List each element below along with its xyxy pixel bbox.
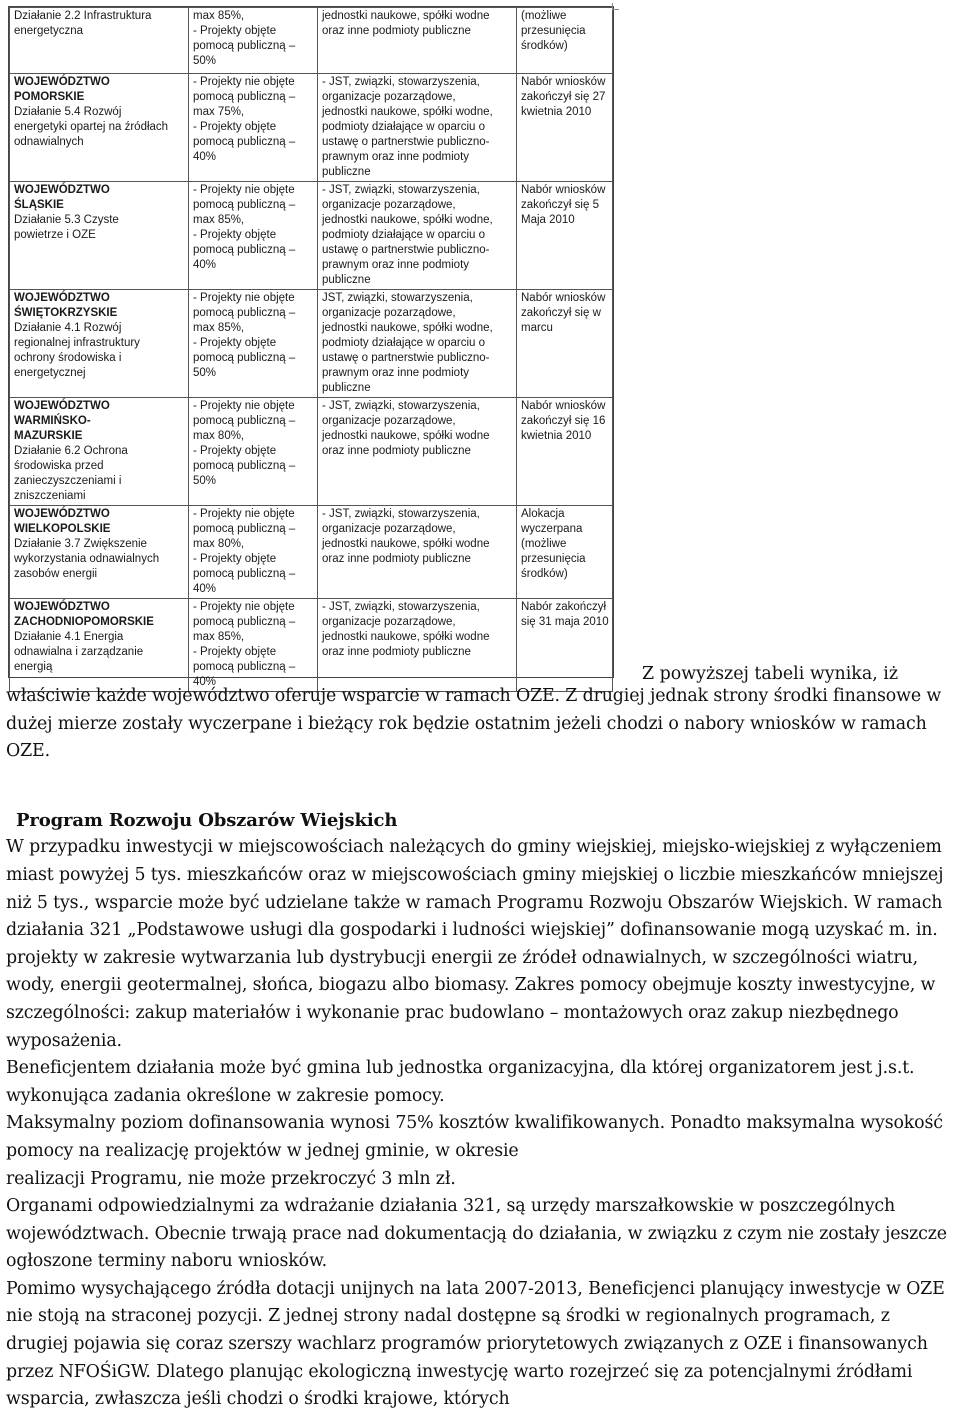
cell-line: Maja 2010 bbox=[521, 214, 575, 226]
cell-line: pomocą publiczną – bbox=[193, 91, 296, 103]
table-cell-col2 bbox=[189, 506, 318, 599]
table-row bbox=[10, 8, 613, 74]
table-cell-col4 bbox=[517, 290, 613, 398]
cell-line: - Projekty nie objęte bbox=[193, 601, 295, 613]
cell-line: - Projekty nie objęte bbox=[193, 508, 295, 520]
table-cell-col2 bbox=[189, 599, 318, 692]
cell-line: 40% bbox=[193, 259, 217, 271]
cell-line: się 31 maja 2010 bbox=[521, 616, 609, 628]
region-name: WOJEWÓDZTWO bbox=[14, 76, 110, 88]
cell-line: jednostki naukowe, spółki wodne bbox=[322, 631, 490, 643]
cell-line: max 85%, bbox=[193, 631, 245, 643]
cell-line: jednostki naukowe, spółki wodne, bbox=[322, 214, 493, 226]
cell-line: prawnym oraz inne podmioty bbox=[322, 367, 470, 379]
cell-line: regionalnej infrastruktury bbox=[14, 337, 140, 349]
cell-line: publiczne bbox=[322, 382, 371, 394]
cell-line: przesunięcia bbox=[521, 553, 586, 565]
cell-line: Działanie 5.3 Czyste bbox=[14, 214, 119, 226]
cell-line: pomocą publiczną – bbox=[193, 415, 296, 427]
region-name: MAZURSKIE bbox=[14, 430, 83, 442]
cell-line: Nabór wniosków bbox=[521, 292, 606, 304]
cell-line: pomocą publiczną – bbox=[193, 136, 296, 148]
cell-line: - Projekty objęte bbox=[193, 121, 277, 133]
cell-line: pomocą publiczną – bbox=[193, 244, 296, 256]
cell-line: środków) bbox=[521, 40, 568, 52]
table-cell-col4 bbox=[517, 506, 613, 599]
cell-line: powietrze i OZE bbox=[14, 229, 96, 241]
table-cell-col4 bbox=[517, 398, 613, 506]
cell-line: Nabór wniosków bbox=[521, 184, 606, 196]
cell-line: JST, związki, stowarzyszenia, bbox=[322, 292, 473, 304]
region-name: WIELKOPOLSKIE bbox=[14, 523, 111, 535]
cell-line: podmioty działające w oparciu o bbox=[322, 121, 486, 133]
image-corner-mark bbox=[612, 3, 619, 10]
cell-line: zakończył się 27 bbox=[521, 91, 606, 103]
cell-line: - JST, związki, stowarzyszenia, bbox=[322, 400, 480, 412]
cell-line: 50% bbox=[193, 475, 217, 487]
cell-line: 50% bbox=[193, 367, 217, 379]
scanned-table-image bbox=[8, 6, 614, 688]
cell-line: oraz inne podmioty publiczne bbox=[322, 553, 471, 565]
paragraph: Beneficjentem działania może być gmina lub jednostka organizacyjna, dla której organizatorem jest j.s.t. wykonująca zadania określone w zakresie pomocy. bbox=[6, 1058, 915, 1106]
cell-line: - Projekty objęte bbox=[193, 553, 277, 565]
table-cell-col1 bbox=[10, 290, 189, 398]
cell-line: jednostki naukowe, spółki wodne bbox=[322, 538, 490, 550]
paragraph: Pomimo wysychającego źródła dotacji unijnych na lata 2007-2013, Beneficjenci planujący inwestycje w OZE nie stoją na straconej pozycji. Z jednej strony nadal dostępne są środki w regionalnych programach, z drugiej pojawia się coraz szerszy wachlarz programów priorytetowych związanych z OZE i finansowanych przez NFOŚiGW. Dlatego planując ekologiczną inwestycję warto rozejrzeć się za potencjalnymi źródłami wsparcia, zwłaszcza jeśli chodzi o środki krajowe, których bbox=[6, 1278, 945, 1410]
cell-line: ustawę o partnerstwie publiczno- bbox=[322, 352, 490, 364]
cell-line: ustawę o partnerstwie publiczno- bbox=[322, 244, 490, 256]
table-cell-col1 bbox=[10, 599, 189, 692]
cell-line: organizacje pozarządowe, bbox=[322, 199, 456, 211]
region-name: WOJEWÓDZTWO bbox=[14, 184, 110, 196]
table-cell-col3 bbox=[318, 8, 517, 74]
table-cell-col2 bbox=[189, 8, 318, 74]
cell-line: odnawialna i zarządzanie bbox=[14, 646, 144, 658]
cell-line: zakończył się 16 bbox=[521, 415, 606, 427]
cell-line: przesunięcia bbox=[521, 25, 586, 37]
cell-line: Działanie 4.1 Rozwój bbox=[14, 322, 122, 334]
cell-line: (możliwe bbox=[521, 10, 567, 22]
cell-line: max 85%, bbox=[193, 214, 245, 226]
table-cell-col3 bbox=[318, 506, 517, 599]
cell-line: pomocą publiczną – bbox=[193, 568, 296, 580]
region-name: WOJEWÓDZTWO bbox=[14, 601, 110, 613]
cell-line: pomocą publiczną – bbox=[193, 523, 296, 535]
cell-line: prawnym oraz inne podmioty bbox=[322, 259, 470, 271]
table-summary-continuation: właściwie każde województwo oferuje wsparcie w ramach OZE. Z drugiej jednak strony środki finansowe w dużej mierze zostały wyczerpane i bieżący rok będzie ostatnim jeżeli chodzi o nabory wniosków w ramach OZE. bbox=[6, 686, 942, 762]
table-cell-col4 bbox=[517, 599, 613, 692]
table-cell-col3 bbox=[318, 599, 517, 692]
cell-line: odnawialnych bbox=[14, 136, 84, 148]
cell-line: wyczerpana bbox=[521, 523, 583, 535]
table-cell-col2 bbox=[189, 398, 318, 506]
table-row bbox=[10, 74, 613, 182]
cell-line: środowiska przed bbox=[14, 460, 104, 472]
table-row bbox=[10, 398, 613, 506]
cell-line: (możliwe bbox=[521, 538, 567, 550]
cell-line: energetycznej bbox=[14, 367, 86, 379]
region-name: ŚLĄSKIE bbox=[14, 199, 64, 211]
cell-line: energetyczna bbox=[14, 25, 84, 37]
cell-line: max 80%, bbox=[193, 538, 245, 550]
table-row bbox=[10, 290, 613, 398]
funding-table bbox=[9, 7, 613, 692]
cell-line: - Projekty nie objęte bbox=[193, 292, 295, 304]
region-name: POMORSKIE bbox=[14, 91, 85, 103]
cell-line: zasobów energii bbox=[14, 568, 98, 580]
cell-line: prawnym oraz inne podmioty bbox=[322, 151, 470, 163]
section-heading: Program Rozwoju Obszarów Wiejskich bbox=[16, 809, 398, 831]
cell-line: max 85%, bbox=[193, 322, 245, 334]
table-cell-col2 bbox=[189, 74, 318, 182]
cell-line: - JST, związki, stowarzyszenia, bbox=[322, 508, 480, 520]
table-cell-col4 bbox=[517, 74, 613, 182]
cell-line: podmioty działające w oparciu o bbox=[322, 337, 486, 349]
cell-line: - Projekty nie objęte bbox=[193, 184, 295, 196]
cell-line: - Projekty objęte bbox=[193, 337, 277, 349]
cell-line: Nabór wniosków bbox=[521, 400, 606, 412]
paragraph: Maksymalny poziom dofinansowania wynosi 75% kosztów kwalifikowanych. Ponadto maksymalna wysokość pomocy na realizację projektów w jednej gminie, w okresie bbox=[6, 1113, 943, 1161]
table-cell-col2 bbox=[189, 290, 318, 398]
table-cell-col1 bbox=[10, 506, 189, 599]
cell-line: kwietnia 2010 bbox=[521, 430, 592, 442]
cell-line: zakończył się 5 bbox=[521, 199, 599, 211]
cell-line: organizacje pozarządowe, bbox=[322, 415, 456, 427]
cell-line: - Projekty nie objęte bbox=[193, 76, 295, 88]
cell-line: max 75%, bbox=[193, 106, 245, 118]
table-cell-col2 bbox=[189, 182, 318, 290]
cell-line: pomocą publiczną – bbox=[193, 460, 296, 472]
cell-line: ustawę o partnerstwie publiczno- bbox=[322, 136, 490, 148]
cell-line: publiczne bbox=[322, 274, 371, 286]
paragraph: Organami odpowiedzialnymi za wdrażanie działania 321, są urzędy marszałkowskie w poszczególnych województwach. Obecnie trwają prace nad dokumentacją do działania, w związku z czym nie zostały jeszcze ogłoszone terminy naboru wniosków. bbox=[6, 1196, 947, 1272]
region-name: WARMIŃSKO- bbox=[14, 415, 91, 427]
cell-line: organizacje pozarządowe, bbox=[322, 307, 456, 319]
cell-line: oraz inne podmioty publiczne bbox=[322, 646, 471, 658]
cell-line: pomocą publiczną – bbox=[193, 616, 296, 628]
cell-line: wykorzystania odnawialnych bbox=[14, 553, 160, 565]
table-cell-col4 bbox=[517, 182, 613, 290]
cell-line: organizacje pozarządowe, bbox=[322, 616, 456, 628]
cell-line: Nabór zakończył bbox=[521, 601, 607, 613]
cell-line: - JST, związki, stowarzyszenia, bbox=[322, 76, 480, 88]
cell-line: jednostki naukowe, spółki wodne bbox=[322, 430, 490, 442]
cell-line: max 85%, bbox=[193, 10, 245, 22]
table-summary-start: Z powyższej tabeli wynika, iż bbox=[642, 664, 898, 684]
cell-line: Działanie 6.2 Ochrona bbox=[14, 445, 128, 457]
cell-line: Działanie 5.4 Rozwój bbox=[14, 106, 122, 118]
table-cell-col1 bbox=[10, 182, 189, 290]
cell-line: organizacje pozarządowe, bbox=[322, 523, 456, 535]
cell-line: środków) bbox=[521, 568, 568, 580]
cell-line: - JST, związki, stowarzyszenia, bbox=[322, 601, 480, 613]
cell-line: - Projekty objęte bbox=[193, 445, 277, 457]
table-cell-col3 bbox=[318, 182, 517, 290]
cell-line: marcu bbox=[521, 322, 553, 334]
cell-line: pomocą publiczną – bbox=[193, 40, 296, 52]
cell-line: 40% bbox=[193, 151, 217, 163]
table-cell-col4 bbox=[517, 8, 613, 74]
cell-line: energią bbox=[14, 661, 53, 673]
cell-line: podmioty działające w oparciu o bbox=[322, 229, 486, 241]
cell-line: zakończył się w bbox=[521, 307, 601, 319]
cell-line: zniszczeniami bbox=[14, 490, 86, 502]
cell-line: pomocą publiczną – bbox=[193, 352, 296, 364]
cell-line: jednostki naukowe, spółki wodne, bbox=[322, 106, 493, 118]
table-cell-col3 bbox=[318, 398, 517, 506]
table-row bbox=[10, 599, 613, 692]
cell-line: energetyki opartej na źródłach bbox=[14, 121, 169, 133]
region-name: WOJEWÓDZTWO bbox=[14, 292, 110, 304]
cell-line: - Projekty objęte bbox=[193, 25, 277, 37]
region-name: ŚWIĘTOKRZYSKIE bbox=[14, 307, 118, 319]
cell-line: jednostki naukowe, spółki wodne, bbox=[322, 322, 493, 334]
paragraph: W przypadku inwestycji w miejscowościach należących do gminy wiejskiej, miejsko-wiejskiej z wyłączeniem miast powyżej 5 tys. mieszkańców oraz w miejscowościach gminy miejskiej o liczbie mieszkańców mniejszej niż 5 tys., wsparcie może być udzielane także w ramach Programu Rozwoju Obszarów Wiejskich. W ramach działania 321 „Podstawowe usługi dla gospodarki i ludności wiejskiej” dofinansowanie mogą uzyskać m. in. projekty w zakresie wytwarzania lub dystrybucji energii ze źródeł odnawialnych, w szczególności wiatru, wody, energii geotermalnej, słońca, biogazu albo biomasy. Zakres pomocy obejmuje koszty inwestycyjne, w szczególności: zakup materiałów i wykonanie prac budowlano – montażowych oraz zakup niezbędnego wyposażenia. bbox=[6, 837, 944, 1051]
cell-line: Działanie 3.7 Zwiększenie bbox=[14, 538, 147, 550]
cell-line: organizacje pozarządowe, bbox=[322, 91, 456, 103]
region-name: ZACHODNIOPOMORSKIE bbox=[14, 616, 154, 628]
table-cell-col3 bbox=[318, 74, 517, 182]
cell-line: pomocą publiczną – bbox=[193, 307, 296, 319]
cell-line: jednostki naukowe, spółki wodne bbox=[322, 10, 490, 22]
cell-line: - Projekty objęte bbox=[193, 646, 277, 658]
cell-line: 50% bbox=[193, 55, 217, 67]
cell-line: - JST, związki, stowarzyszenia, bbox=[322, 184, 480, 196]
cell-line: - Projekty nie objęte bbox=[193, 400, 295, 412]
cell-line: 40% bbox=[193, 676, 217, 688]
paragraph: realizacji Programu, nie może przekroczyć 3 mln zł. bbox=[6, 1168, 456, 1189]
cell-line: ochrony środowiska i bbox=[14, 352, 122, 364]
table-cell-col1 bbox=[10, 8, 189, 74]
cell-line: max 80%, bbox=[193, 430, 245, 442]
cell-line: pomocą publiczną – bbox=[193, 199, 296, 211]
cell-line: Działanie 4.1 Energia bbox=[14, 631, 124, 643]
cell-line: oraz inne podmioty publiczne bbox=[322, 25, 471, 37]
table-cell-col1 bbox=[10, 398, 189, 506]
table-cell-col1 bbox=[10, 74, 189, 182]
cell-line: Alokacja bbox=[521, 508, 565, 520]
cell-line: publiczne bbox=[322, 166, 371, 178]
body-text bbox=[6, 683, 952, 1414]
cell-line: 40% bbox=[193, 583, 217, 595]
cell-line: pomocą publiczną – bbox=[193, 661, 296, 673]
cell-line: kwietnia 2010 bbox=[521, 106, 592, 118]
cell-line: - Projekty objęte bbox=[193, 229, 277, 241]
table-row bbox=[10, 506, 613, 599]
table-row bbox=[10, 182, 613, 290]
cell-line: zanieczyszczeniami i bbox=[14, 475, 122, 487]
cell-line: Nabór wniosków bbox=[521, 76, 606, 88]
cell-line: oraz inne podmioty publiczne bbox=[322, 445, 471, 457]
region-name: WOJEWÓDZTWO bbox=[14, 508, 110, 520]
table-cell-col3 bbox=[318, 290, 517, 398]
cell-line: Działanie 2.2 Infrastruktura bbox=[14, 10, 152, 22]
region-name: WOJEWÓDZTWO bbox=[14, 400, 110, 412]
